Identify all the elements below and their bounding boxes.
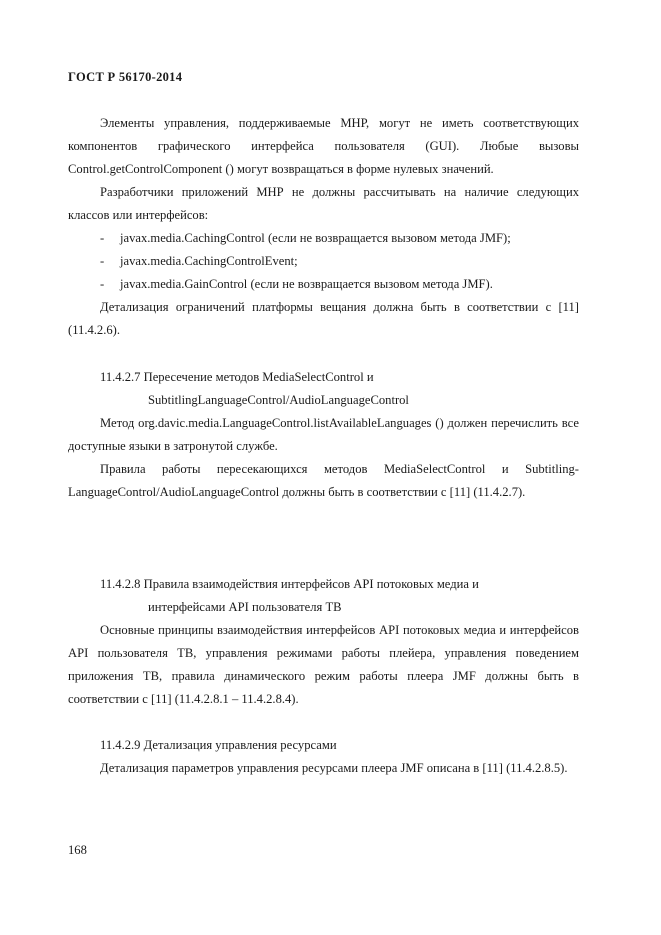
list-item-text: javax.media.CachingControlEvent;: [120, 254, 298, 268]
section-heading-11-4-2-8-cont: интерфейсами API пользователя ТВ: [148, 600, 342, 614]
paragraph-language-control: Метод org.davic.media.LanguageControl.listAvailableLanguages () должен перечислить все доступные языки в затронутой службе.: [68, 416, 579, 453]
list-dash: -: [100, 254, 105, 268]
section-heading-11-4-2-7: 11.4.2.7 Пересечение методов MediaSelectControl и: [100, 370, 374, 384]
list-dash: -: [100, 277, 105, 291]
paragraph-gui-controls: Элементы управления, поддерживаемые МНР, могут не иметь соответствующих компонентов графического интерфейса пользователя (GUI). Любые вызовы Control.getControlComponent () могут возвращаться в форме нулевых значений.: [68, 116, 579, 176]
list-dash: -: [100, 231, 105, 245]
paragraph-developers: Разработчики приложений МНР не должны рассчитывать на наличие следующих классов или интерфейсов:: [68, 185, 579, 222]
paragraph-interaction-principles: Основные принципы взаимодействия интерфейсов API потоковых медиа и интерфейсов API пользователя ТВ, управления режимами работы плейера, управления поведением приложения ТВ, правила динамического режим работы плеера JMF должны быть в соответствии с [11] (11.4.2.8.1 – 11.4.2.8.4).: [68, 623, 579, 706]
list-item-text: javax.media.CachingControl (если не возвращается вызовом метода JMF);: [120, 231, 511, 245]
list-item: [100, 250, 298, 273]
paragraph-platform-limits: Детализация ограничений платформы вещания должна быть в соответствии с [11] (11.4.2.6).: [68, 300, 579, 337]
paragraph-intersecting-methods: Правила работы пересекающихся методов MediaSelectControl и Subtitling-LanguageControl/AudioLanguageControl должны быть в соответствии с [11] (11.4.2.7).: [68, 462, 579, 499]
paragraph-resource-control: Детализация параметров управления ресурсами плеера JMF описана в [11] (11.4.2.8.5).: [100, 761, 568, 775]
section-heading-11-4-2-7-cont: SubtitlingLanguageControl/AudioLanguageControl: [148, 393, 409, 407]
list-item: [100, 273, 493, 296]
page-number: 168: [68, 843, 87, 857]
list-item: [100, 227, 511, 250]
section-heading-11-4-2-9: 11.4.2.9 Детализация управления ресурсами: [100, 738, 337, 752]
section-heading-11-4-2-8: 11.4.2.8 Правила взаимодействия интерфейсов API потоковых медиа и: [100, 577, 479, 591]
list-item-text: javax.media.GainControl (если не возвращается вызовом метода JMF).: [120, 277, 493, 291]
document-code-header: ГОСТ Р 56170-2014: [68, 70, 183, 84]
